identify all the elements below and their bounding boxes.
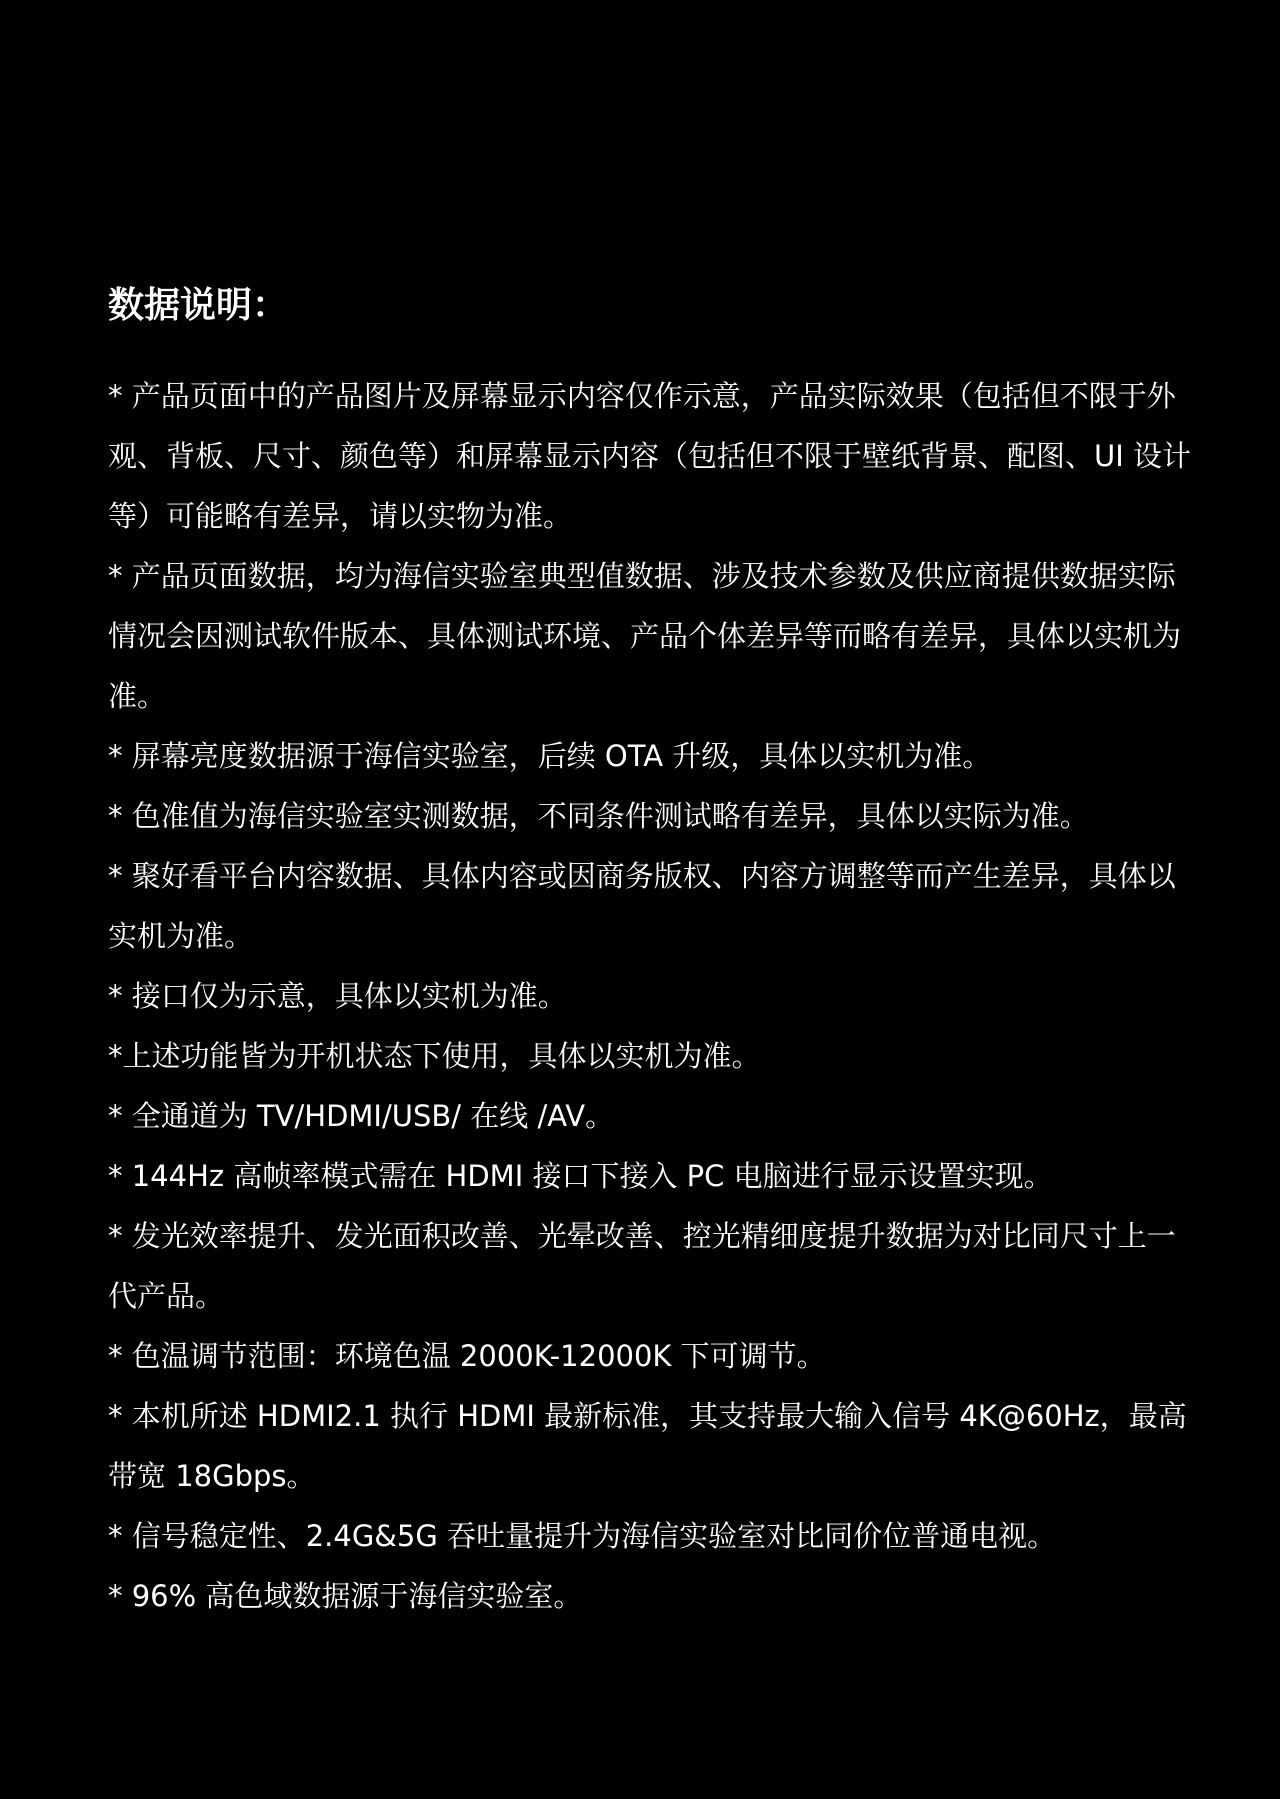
note-item: * 144Hz 高帧率模式需在 HDMI 接口下接入 PC 电脑进行显示设置实现。 <box>108 1159 1053 1193</box>
page-title: 数据说明： <box>108 285 289 326</box>
note-item: * 色温调节范围：环境色温 2000K-12000K 下可调节。 <box>108 1339 826 1373</box>
note-item: * 产品页面中的产品图片及屏幕显示内容仅作示意，产品实际效果（包括但不限于外观、背板、尺寸、颜色等）和屏幕显示内容（包括但不限于壁纸背景、配图、UI 设计等）可能略有差异，请以实物为准。 <box>108 379 1191 533</box>
notes-list <box>108 366 1198 1626</box>
note-item: * 产品页面数据，均为海信实验室典型值数据、涉及技术参数及供应商提供数据实际情况会因测试软件版本、具体测试环境、产品个体差异等而略有差异，具体以实机为准。 <box>108 559 1182 713</box>
note-item: * 接口仅为示意，具体以实机为准。 <box>108 979 567 1013</box>
note-item: * 信号稳定性、2.4G&5G 吞吐量提升为海信实验室对比同价位普通电视。 <box>108 1519 1057 1553</box>
note-item: * 屏幕亮度数据源于海信实验室，后续 OTA 升级，具体以实机为准。 <box>108 739 992 773</box>
note-item: * 96% 高色域数据源于海信实验室。 <box>108 1579 583 1613</box>
note-item: * 发光效率提升、发光面积改善、光晕改善、控光精细度提升数据为对比同尺寸上一代产品。 <box>108 1219 1176 1313</box>
note-item: * 色准值为海信实验室实测数据，不同条件测试略有差异，具体以实际为准。 <box>108 799 1089 833</box>
note-item: * 本机所述 HDMI2.1 执行 HDMI 最新标准，其支持最大输入信号 4K@60Hz，最高带宽 18Gbps。 <box>108 1399 1187 1493</box>
note-item: * 全通道为 TV/HDMI/USB/ 在线 /AV。 <box>108 1099 615 1133</box>
note-item: *上述功能皆为开机状态下使用，具体以实机为准。 <box>108 1039 761 1073</box>
note-item: * 聚好看平台内容数据、具体内容或因商务版权、内容方调整等而产生差异，具体以实机为准。 <box>108 859 1176 953</box>
